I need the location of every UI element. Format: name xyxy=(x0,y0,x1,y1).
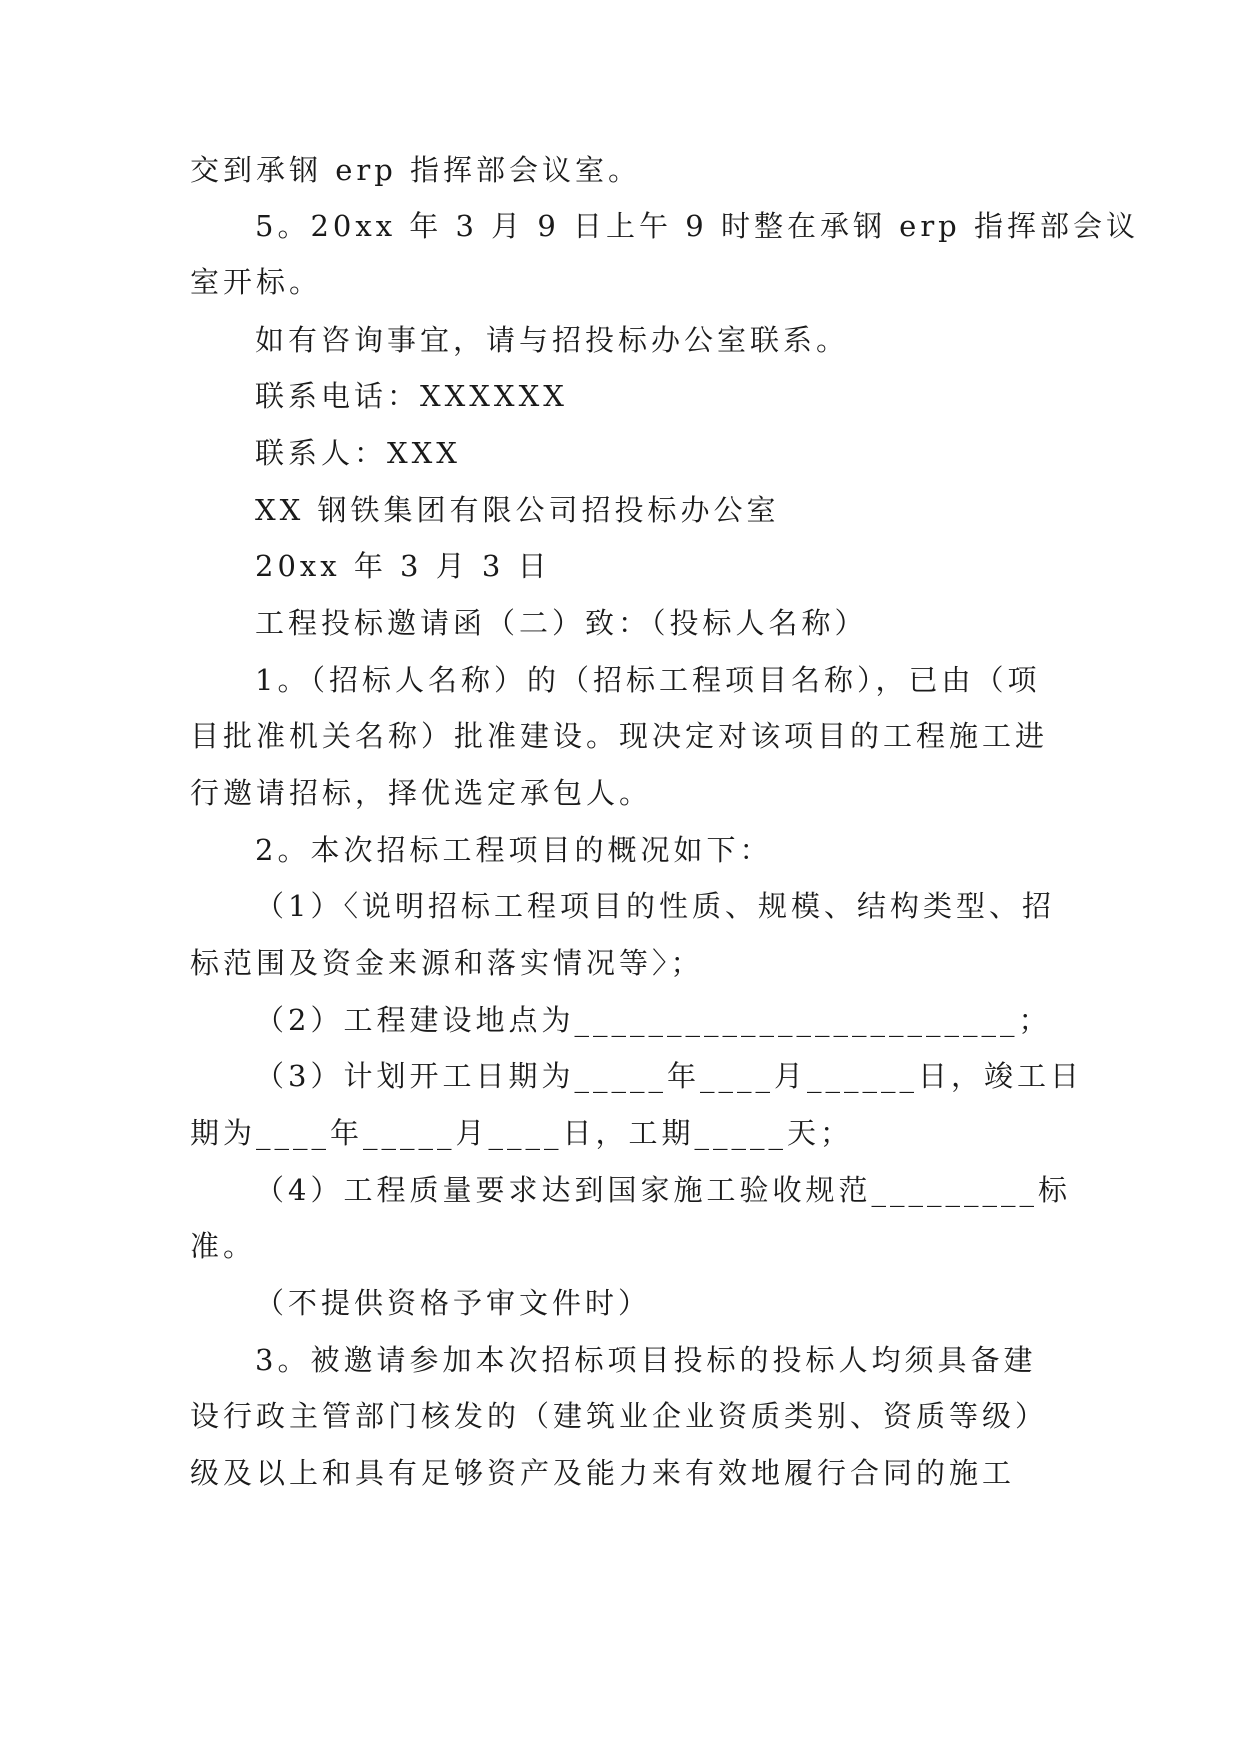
text-line: （不提供资格予审文件时） xyxy=(255,1286,652,1320)
text-line: 室开标。 xyxy=(190,265,323,299)
text-line: 5。20xx 年 3 月 9 日上午 9 时整在承钢 erp 指挥部会议 xyxy=(255,209,1139,243)
contact-person: 联系人：XXX xyxy=(255,436,461,470)
organization-signature: XX 钢铁集团有限公司招投标办公室 xyxy=(255,493,780,527)
text-line: 设行政主管部门核发的（建筑业企业资质类别、资质等级） xyxy=(190,1399,1049,1433)
text-line: （4）工程质量要求达到国家施工验收规范_________标 xyxy=(255,1173,1071,1207)
text-line: （1）〈说明招标工程项目的性质、规模、结构类型、招 xyxy=(255,889,1055,923)
text-line: 期为____年_____月____日，工期_____天； xyxy=(190,1116,854,1150)
text-line: 行邀请招标，择优选定承包人。 xyxy=(190,776,653,810)
text-line: 3。被邀请参加本次招标项目投标的投标人均须具备建 xyxy=(255,1343,1037,1377)
contact-phone: 联系电话：XXXXXX xyxy=(255,379,568,413)
text-line: 2。本次招标工程项目的概况如下： xyxy=(255,833,773,867)
text-line: 交到承钢 erp 指挥部会议室。 xyxy=(190,153,642,187)
text-line: （3）计划开工日期为_____年____月______日，竣工日 xyxy=(255,1059,1083,1093)
letter-heading: 工程投标邀请函（二）致：（投标人名称） xyxy=(255,606,868,640)
text-line: 标范围及资金来源和落实情况等〉； xyxy=(190,946,704,980)
text-line: 级及以上和具有足够资产及能力来有效地履行合同的施工 xyxy=(190,1456,1016,1490)
text-line: 1。（招标人名称）的（招标工程项目名称），已由（项 xyxy=(255,663,1041,697)
text-line: 如有咨询事宜，请与招投标办公室联系。 xyxy=(255,323,850,357)
text-line: 准。 xyxy=(190,1229,257,1263)
text-line: （2）工程建设地点为________________________； xyxy=(255,1003,1052,1037)
text-line: 目批准机关名称）批准建设。现决定对该项目的工程施工进 xyxy=(190,719,1049,753)
signature-date: 20xx 年 3 月 3 日 xyxy=(255,549,551,583)
